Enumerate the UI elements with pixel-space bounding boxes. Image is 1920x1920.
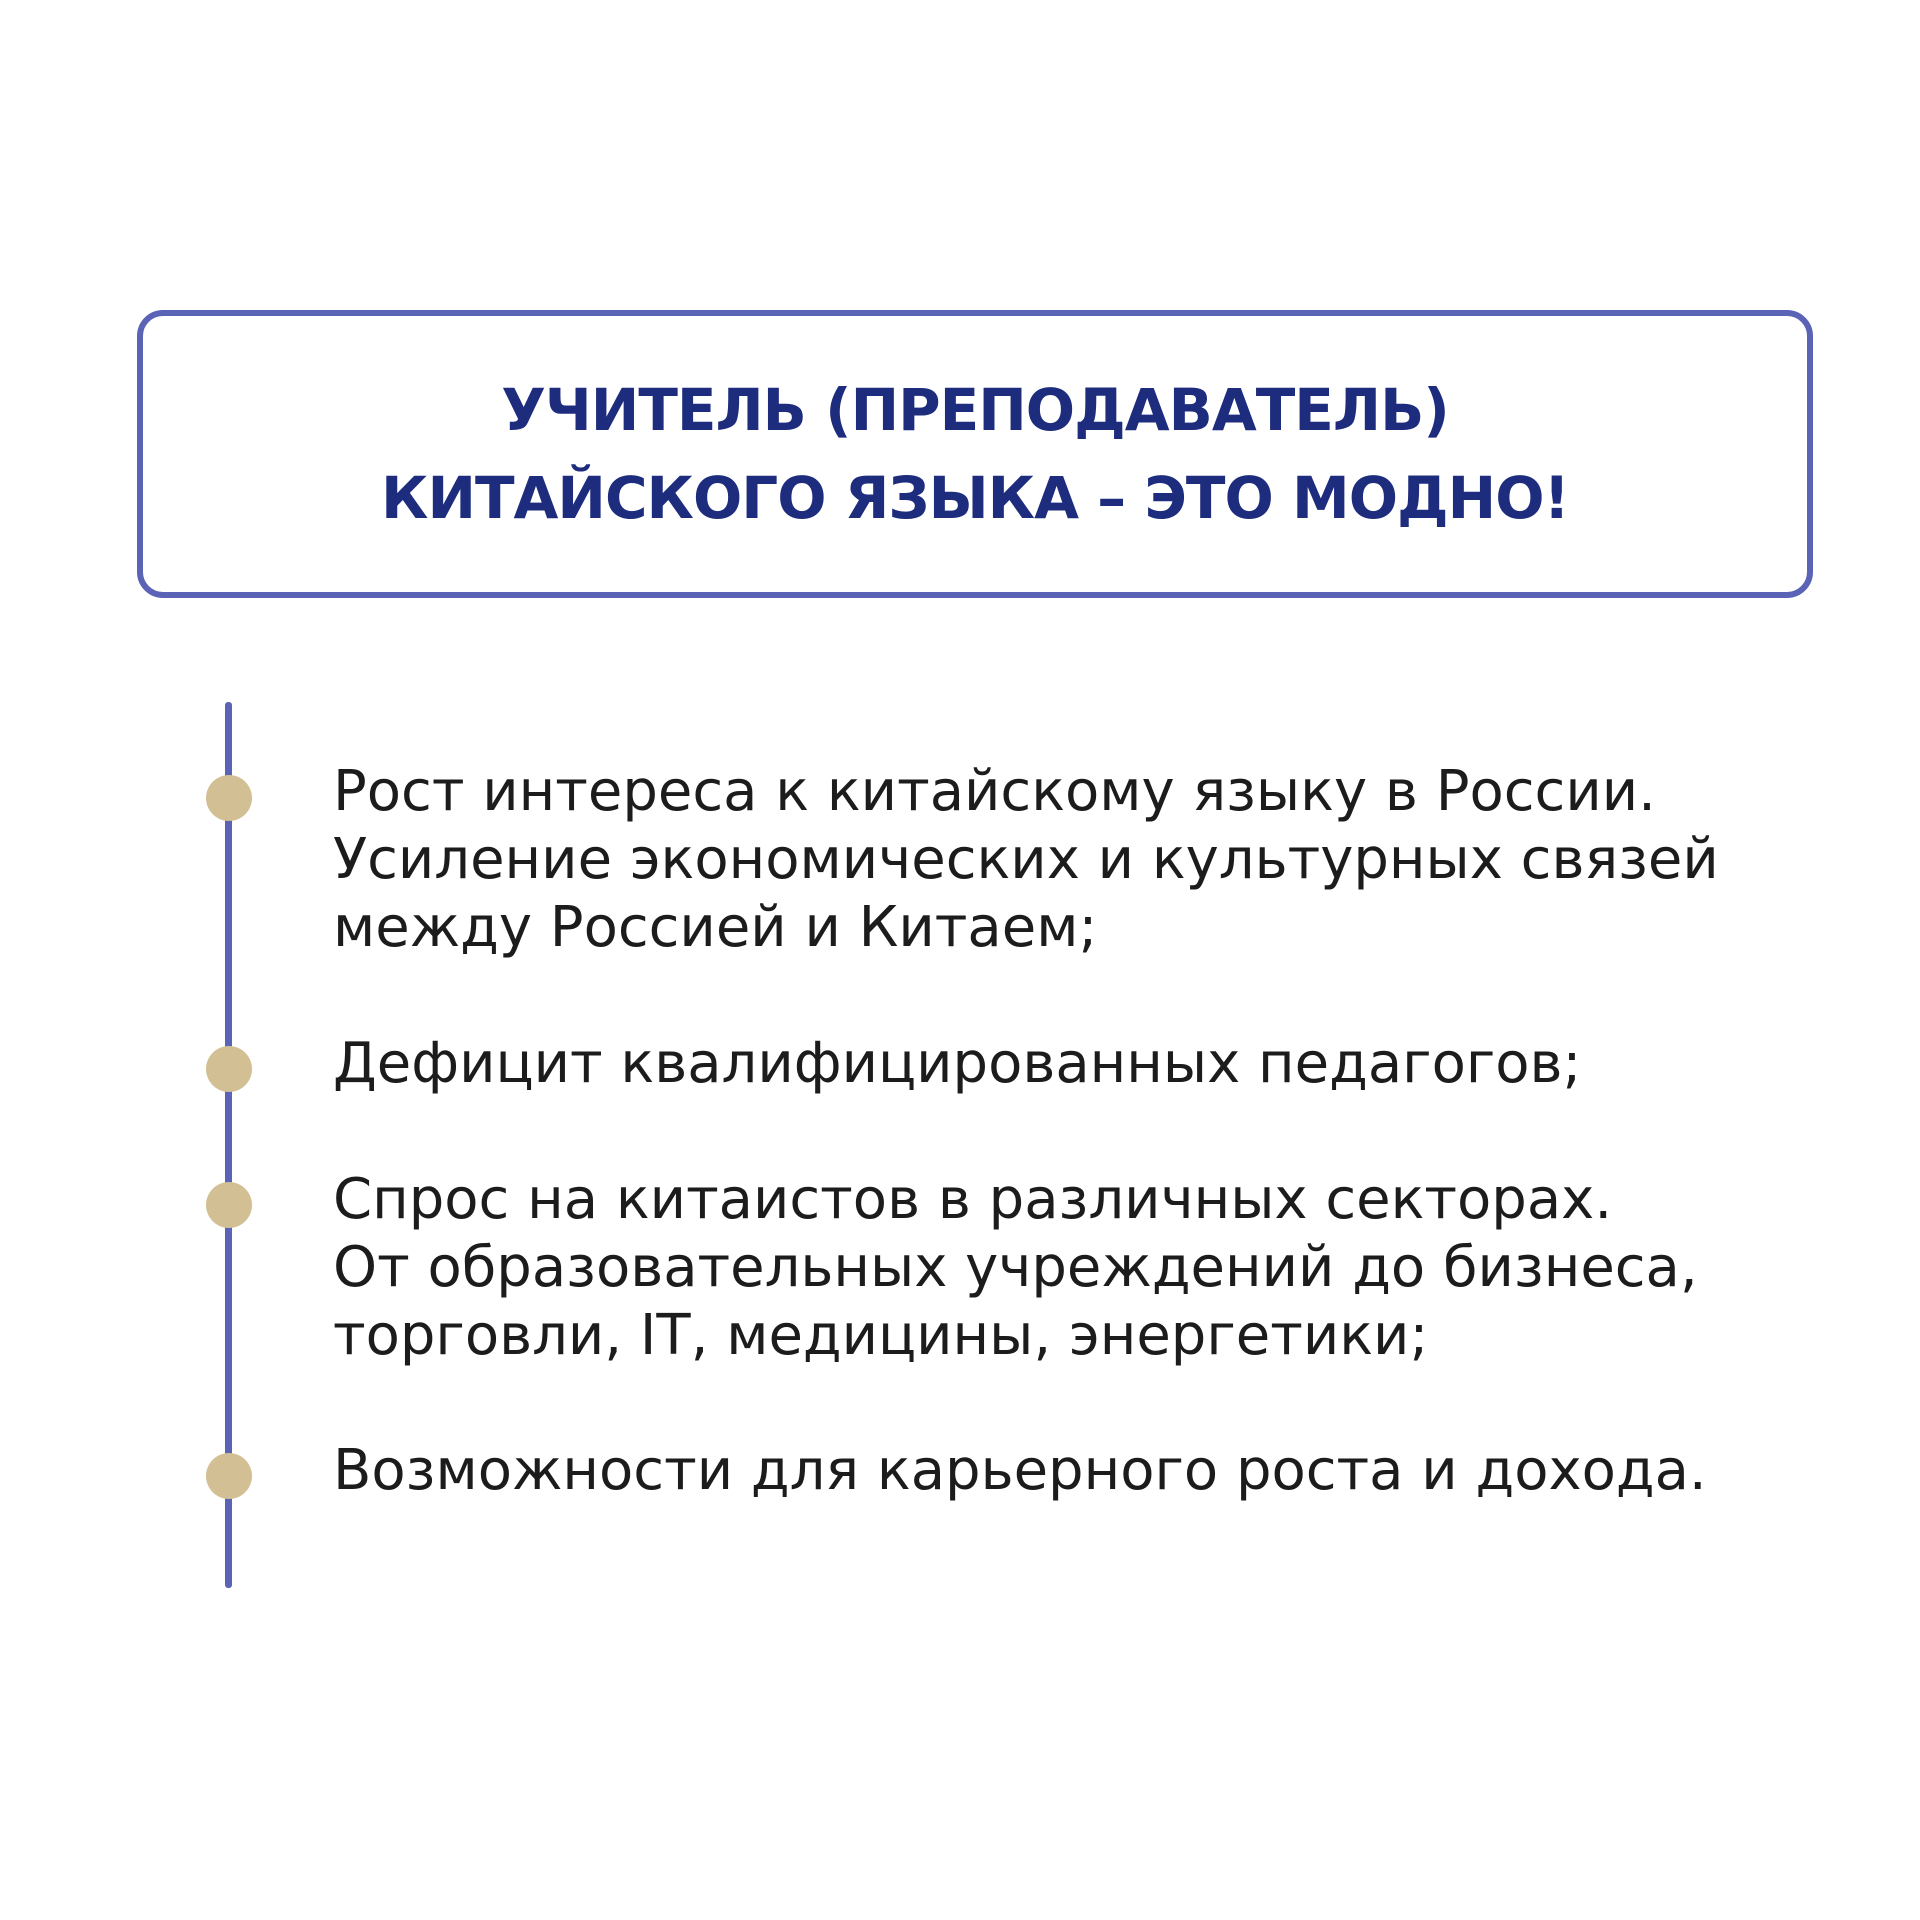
bullet-dot-1 (206, 775, 252, 821)
list-item-1-line-2: Усиление экономических и культурных связей (333, 827, 1719, 892)
bullet-dot-2 (206, 1046, 252, 1092)
list-item-1-line-3: между Россией и Китаем; (333, 895, 1098, 960)
list-item-4-line-1: Возможности для карьерного роста и дохода. (333, 1438, 1707, 1503)
title-line-2: КИТАЙСКОГО ЯЗЫКА – ЭТО МОДНО! (381, 464, 1569, 532)
list-item-3 (333, 1166, 1833, 1370)
list-item-3-line-2: От образовательных учреждений до бизнеса, (333, 1235, 1698, 1300)
list-item-3-line-3: торговли, IT, медицины, энергетики; (333, 1303, 1429, 1368)
bullet-dot-3 (206, 1182, 252, 1228)
list-item-4 (333, 1437, 1833, 1505)
list-item-2 (333, 1030, 1833, 1098)
title-line-1: УЧИТЕЛЬ (ПРЕПОДАВАТЕЛЬ) (501, 376, 1449, 444)
title-box (137, 310, 1813, 598)
bullet-dot-4 (206, 1453, 252, 1499)
list-item-1 (333, 758, 1833, 962)
list-item-1-line-1: Рост интереса к китайскому языку в России. (333, 759, 1656, 824)
list-item-2-line-1: Дефицит квалифицированных педагогов; (333, 1031, 1582, 1096)
list-item-3-line-1: Спрос на китаистов в различных секторах. (333, 1167, 1613, 1232)
